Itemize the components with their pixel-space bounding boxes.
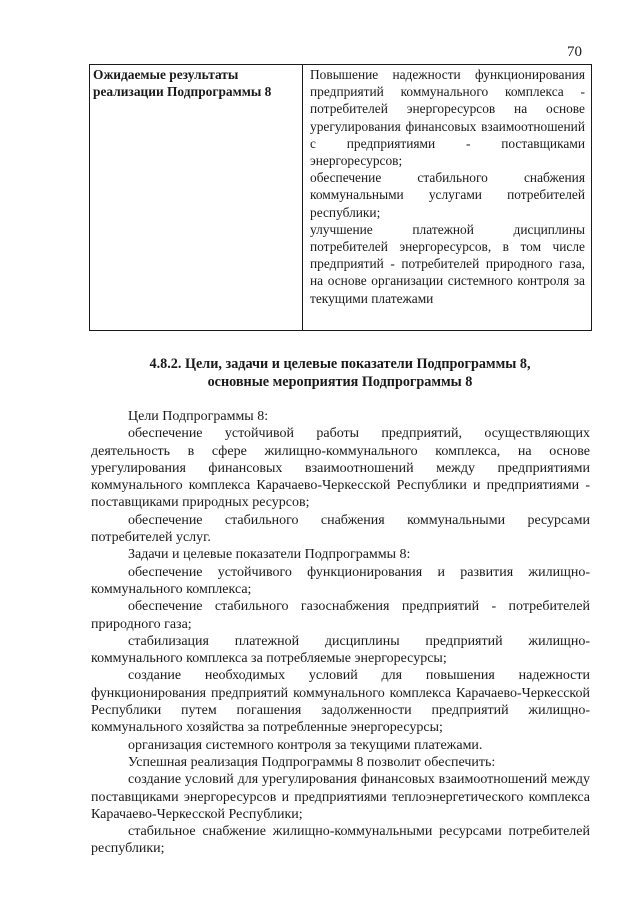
paragraph: создание необходимых условий для повышения надежности функционирования предприятий коммунального комплекса Карачаево-Черкесской Республики путем погашения задолженности предприятий жилищно-коммунального хозяйства за потребленные энергоресурсы;: [91, 668, 590, 736]
paragraph: стабилизация платежной дисциплины предприятий жилищно-коммунального комплекса за потребляемые энергоресурсы;: [91, 633, 590, 667]
section-heading: [90, 356, 590, 391]
paragraph: обеспечение устойчивой работы предприятий, осуществляющих деятельность в сфере жилищно-коммунального комплекса, на основе урегулирования финансовых взаимоотношений между предприятиями коммунального комплекса Карачаево-Черкесской Республики и предприятиями - поставщиками природных ресурсов;: [91, 426, 590, 511]
paragraph: Успешная реализация Подпрограммы 8 позволит обеспечить:: [128, 754, 496, 770]
paragraph: организация системного контроля за текущими платежами.: [128, 737, 483, 753]
body-text: [91, 408, 590, 858]
expected-results-table: [89, 64, 592, 331]
table-item: улучшение платежной дисциплины потребителей энергоресурсов, в том числе предприятий - потребителей природного газа, на основе организации системного контроля за текущими платежами: [310, 221, 585, 306]
paragraph: обеспечение устойчивого функционирования и развития жилищно-коммунального комплекса;: [91, 564, 590, 597]
table-label-cell: Ожидаемые результаты реализации Подпрограммы 8: [90, 65, 303, 331]
paragraph: Задачи и целевые показатели Подпрограммы 8:: [128, 547, 411, 563]
paragraph: создание условий для урегулирования финансовых взаимоотношений между поставщиками энергоресурсов и предприятиями теплоэнергетического комплекса Карачаево-Черкесской Республики;: [91, 772, 590, 822]
table-row: [90, 65, 592, 331]
paragraph: обеспечение стабильного снабжения коммунальными ресурсами потребителей услуг.: [91, 512, 590, 546]
table-item: обеспечение стабильного снабжения коммунальными услугами потребителей республики;: [310, 170, 585, 220]
section-heading-line: 4.8.2. Цели, задачи и целевые показатели Подпрограммы 8,: [149, 356, 531, 372]
table-item: Повышение надежности функционирования предприятий коммунального комплекса - потребителей энергоресурсов на основе урегулирования финансовых взаимоотношений с предприятиями - поставщиками энергоресурсов;: [310, 67, 585, 169]
table-content-cell: [303, 65, 592, 331]
paragraph: стабильное снабжение жилищно-коммунальными ресурсами потребителей республики;: [91, 824, 590, 857]
paragraph: Цели Подпрограммы 8:: [128, 409, 269, 424]
section-heading-line: основные мероприятия Подпрограммы 8: [207, 373, 473, 390]
page-number: 70: [567, 44, 582, 60]
paragraph: обеспечение стабильного газоснабжения предприятий - потребителей природного газа;: [91, 599, 590, 632]
